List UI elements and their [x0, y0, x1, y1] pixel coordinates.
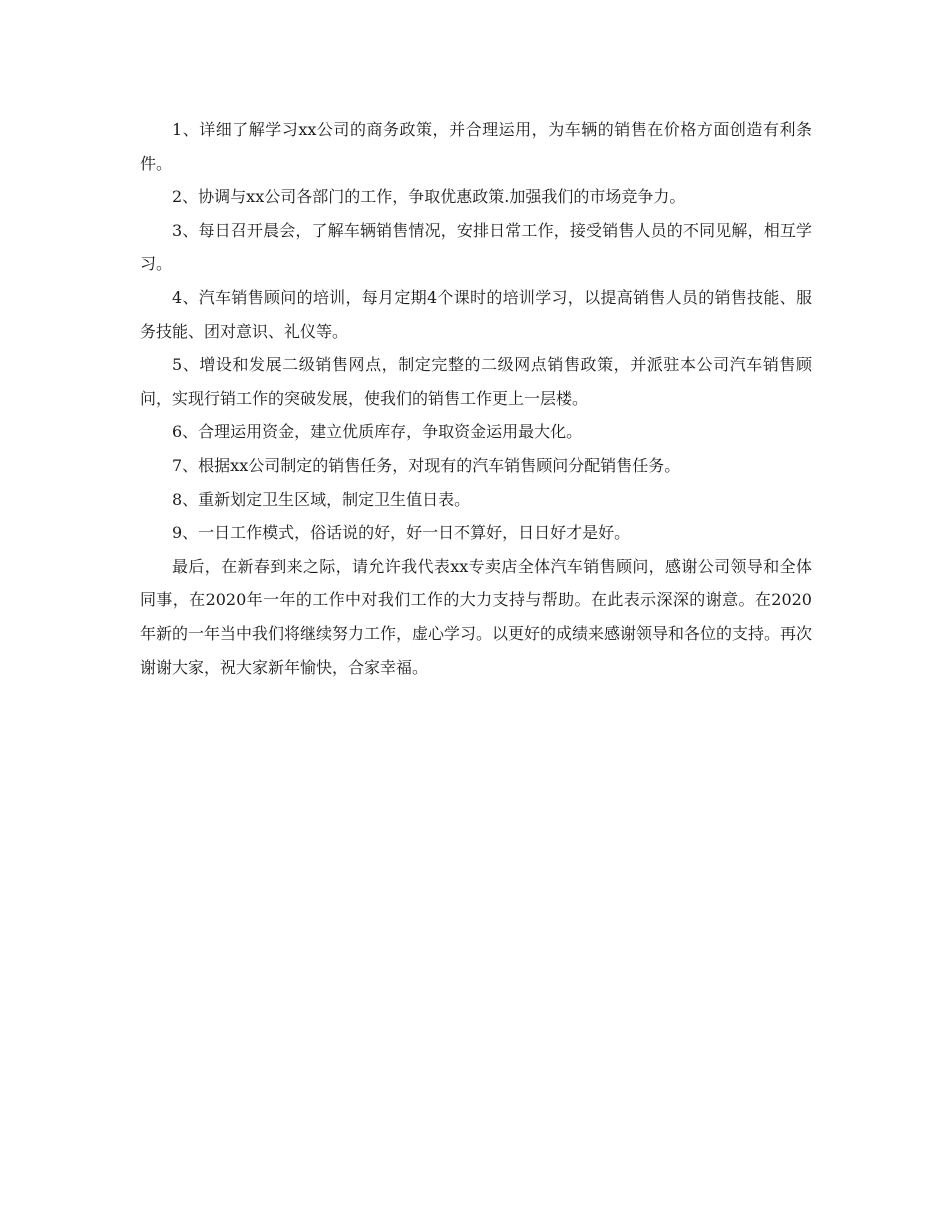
- paragraph-item-7: 7、根据xx公司制定的销售任务，对现有的汽车销售顾问分配销售任务。: [172, 455, 681, 475]
- paragraph-item-1: 1、详细了解学习xx公司的商务政策，并合理运用，为车辆的销售在价格方面创造有利条件。: [140, 120, 812, 173]
- paragraph-item-5: 5、增设和发展二级销售网点，制定完整的二级网点销售政策，并派驻本公司汽车销售顾问，实现行销工作的突破发展，使我们的销售工作更上一层楼。: [140, 355, 812, 408]
- paragraph-item-8: 8、重新划定卫生区域，制定卫生值日表。: [172, 489, 471, 509]
- paragraph-item-4: 4、汽车销售顾问的培训，每月定期4个课时的培训学习，以提高销售人员的销售技能、服务技能、团对意识、礼仪等。: [140, 287, 812, 341]
- paragraph-item-6: 6、合理运用资金，建立优质库存，争取资金运用最大化。: [172, 422, 583, 442]
- paragraph-item-2: 2、协调与xx公司各部门的工作，争取优惠政策.加强我们的市场竞争力。: [172, 187, 686, 207]
- closing-paragraph: 最后，在新春到来之际，请允许我代表xx专卖店全体汽车销售顾问，感谢公司领导和全体同事，在2020年一年的工作中对我们工作的大力支持与帮助。在此表示深深的谢意。在2020年新的一年当中我们将继续努力工作，虚心学习。以更好的成绩来感谢领导和各位的支持。再次谢谢大家，祝大家新年愉快，合家幸福。: [140, 556, 813, 677]
- document-body: [140, 113, 812, 684]
- paragraph-item-9: 9、一日工作模式，俗话说的好，好一日不算好，日日好才是好。: [172, 523, 631, 543]
- paragraph-item-3: 3、每日召开晨会，了解车辆销售情况，安排日常工作，接受销售人员的不同见解，相互学习。: [140, 220, 812, 274]
